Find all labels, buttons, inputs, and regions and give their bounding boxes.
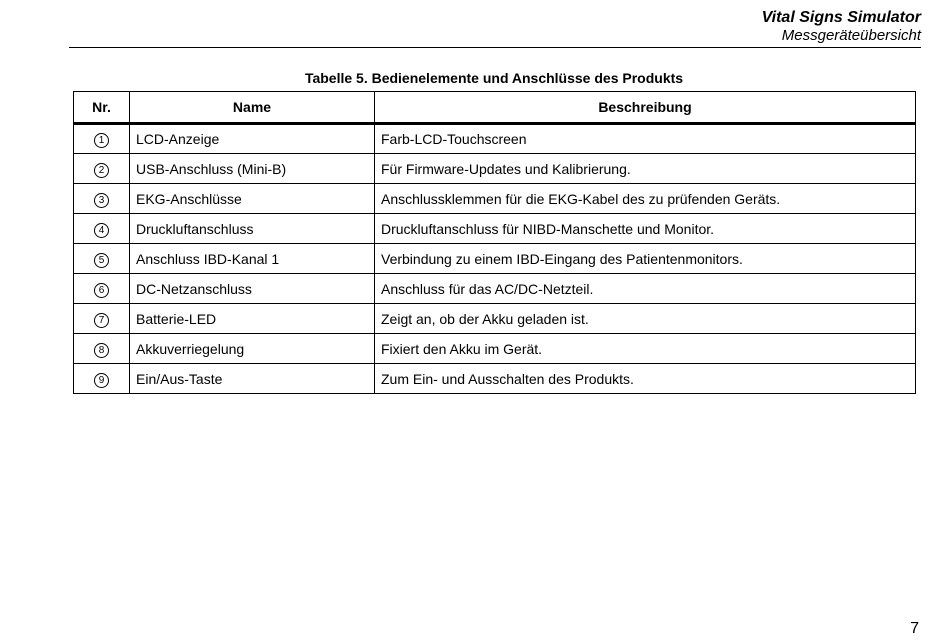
- description-cell: Zeigt an, ob der Akku geladen ist.: [375, 304, 916, 334]
- circled-number: 8: [94, 343, 109, 358]
- document-title: Vital Signs Simulator: [761, 9, 921, 26]
- name-cell: DC-Netzanschluss: [130, 274, 375, 304]
- circled-number: 7: [94, 313, 109, 328]
- running-header: [762, 8, 921, 45]
- row-number-cell: [74, 274, 130, 304]
- row-number-cell: [74, 154, 130, 184]
- column-header-description: Beschreibung: [375, 92, 916, 124]
- name-cell: Ein/Aus-Taste: [130, 364, 375, 394]
- row-number-cell: [74, 364, 130, 394]
- controls-table: [73, 91, 916, 394]
- column-header-nr: Nr.: [74, 92, 130, 124]
- circled-number: 5: [94, 253, 109, 268]
- page-number: 7: [910, 620, 919, 637]
- description-cell: Druckluftanschluss für NIBD-Manschette und Monitor.: [375, 214, 916, 244]
- description-cell: Anschluss für das AC/DC-Netzteil.: [375, 274, 916, 304]
- table-header-row: [74, 92, 916, 124]
- description-cell: Verbindung zu einem IBD-Eingang des Patientenmonitors.: [375, 244, 916, 274]
- circled-number: 9: [94, 373, 109, 388]
- section-title: Messgeräteübersicht: [781, 27, 921, 44]
- row-number-cell: [74, 334, 130, 364]
- circled-number: 3: [94, 193, 109, 208]
- table-row: [74, 124, 916, 154]
- name-cell: Anschluss IBD-Kanal 1: [130, 244, 375, 274]
- name-cell: Akkuverriegelung: [130, 334, 375, 364]
- table-row: [74, 154, 916, 184]
- table-row: [74, 364, 916, 394]
- table-row: [74, 214, 916, 244]
- name-cell: EKG-Anschlüsse: [130, 184, 375, 214]
- table-row: [74, 334, 916, 364]
- row-number-cell: [74, 124, 130, 154]
- name-cell: LCD-Anzeige: [130, 124, 375, 154]
- circled-number: 6: [94, 283, 109, 298]
- description-cell: Fixiert den Akku im Gerät.: [375, 334, 916, 364]
- table-caption: Tabelle 5. Bedienelemente und Anschlüsse des Produkts: [304, 70, 684, 86]
- description-cell: Für Firmware-Updates und Kalibrierung.: [375, 154, 916, 184]
- column-header-name: Name: [130, 92, 375, 124]
- description-cell: Farb-LCD-Touchscreen: [375, 124, 916, 154]
- row-number-cell: [74, 304, 130, 334]
- table-row: [74, 304, 916, 334]
- table-row: [74, 244, 916, 274]
- row-number-cell: [74, 214, 130, 244]
- circled-number: 2: [94, 163, 109, 178]
- name-cell: Druckluftanschluss: [130, 214, 375, 244]
- circled-number: 4: [94, 223, 109, 238]
- circled-number: 1: [94, 133, 109, 148]
- description-cell: Zum Ein- und Ausschalten des Produkts.: [375, 364, 916, 394]
- table-row: [74, 184, 916, 214]
- table-row: [74, 274, 916, 304]
- header-divider: [69, 47, 921, 48]
- name-cell: USB-Anschluss (Mini-B): [130, 154, 375, 184]
- name-cell: Batterie-LED: [130, 304, 375, 334]
- row-number-cell: [74, 184, 130, 214]
- row-number-cell: [74, 244, 130, 274]
- description-cell: Anschlussklemmen für die EKG-Kabel des zu prüfenden Geräts.: [375, 184, 916, 214]
